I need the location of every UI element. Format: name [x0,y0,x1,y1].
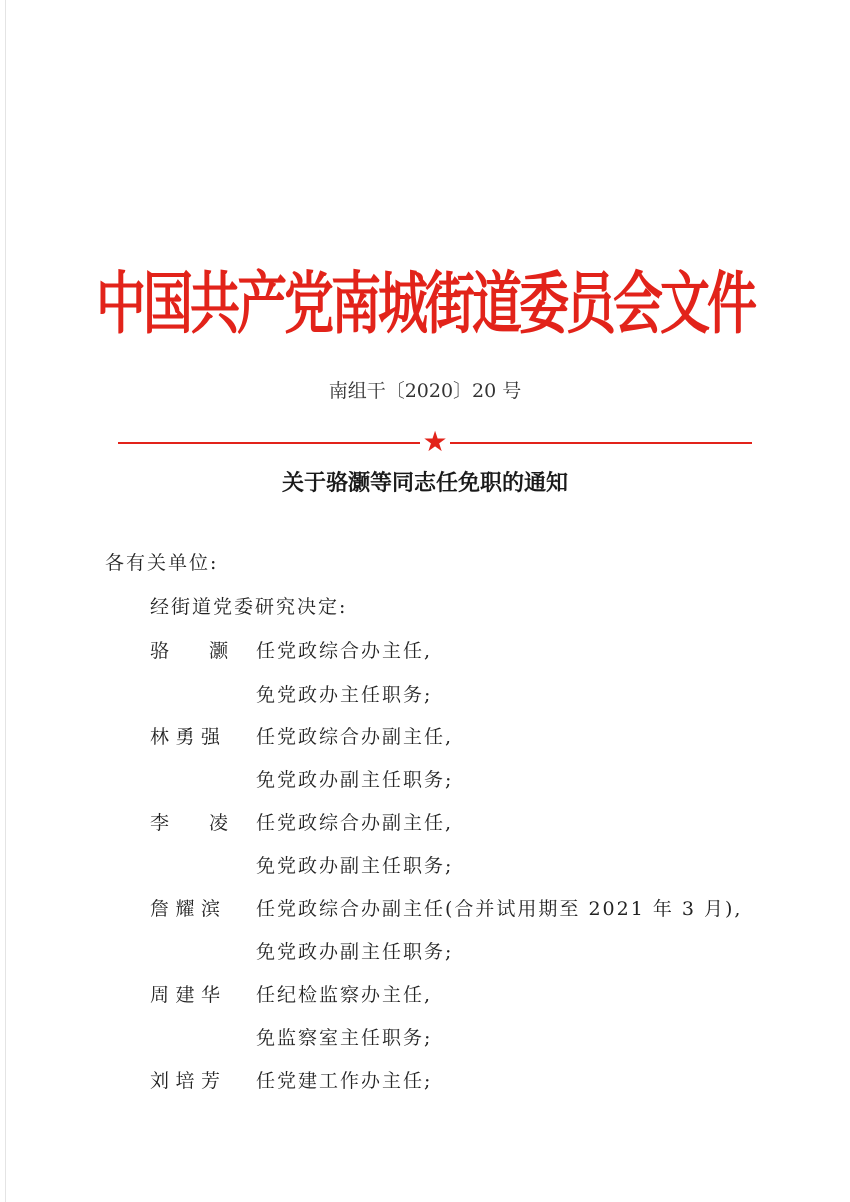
intro-line: 经街道党委研究决定: [150,596,348,618]
red-divider-left [118,442,420,444]
dismissal-line: 免党政办主任职务; [256,684,433,706]
name-char: 刘 [150,1070,172,1092]
dismissal-line: 免党政办副主任职务; [256,941,454,963]
dismissal-line: 免党政办副主任职务; [256,769,454,791]
appointee-name [150,894,222,921]
name-char: 耀 [175,898,197,920]
name-char: 周 [150,984,172,1006]
name-char: 凌 [208,812,230,834]
name-char: 建 [175,984,197,1006]
document-number: 南组干〔2020〕20 号 [328,380,522,402]
name-char: 培 [175,1070,197,1092]
appointee-name [150,722,222,749]
red-divider-right [450,442,752,444]
appointment-line: 任党政综合办主任, [256,640,433,662]
name-char: 滨 [200,898,222,920]
appointment-line: 任党政综合办副主任, [256,812,454,834]
name-char: 芳 [200,1070,222,1092]
document-header: 中国共产党南城街道委员会文件 [96,264,754,344]
name-char: 强 [200,726,222,748]
name-char: 勇 [175,726,197,748]
star-icon: ★ [422,425,448,458]
appointee-name [150,980,222,1007]
appointment-line: 任党政综合办副主任, [256,726,454,748]
page-edge-line [5,0,6,1202]
appointment-line: 任党建工作办主任; [256,1070,433,1092]
appointee-name [150,1066,222,1093]
appointment-line: 任纪检监察办主任, [256,984,433,1006]
name-char: 李 [150,812,172,834]
appointee-name [150,636,230,663]
document-title: 关于骆灏等同志任免职的通知 [281,470,568,496]
dismissal-line: 免党政办副主任职务; [256,855,454,877]
salutation: 各有关单位: [105,552,219,574]
appointee-name [150,808,230,835]
appointment-line: 任党政综合办副主任(合并试用期至 2021 年 3 月), [256,898,743,920]
dismissal-line: 免监察室主任职务; [256,1027,433,1049]
name-char: 华 [200,984,222,1006]
name-char: 灏 [208,640,230,662]
name-char: 林 [150,726,172,748]
name-char: 骆 [150,640,172,662]
name-char: 詹 [150,898,172,920]
